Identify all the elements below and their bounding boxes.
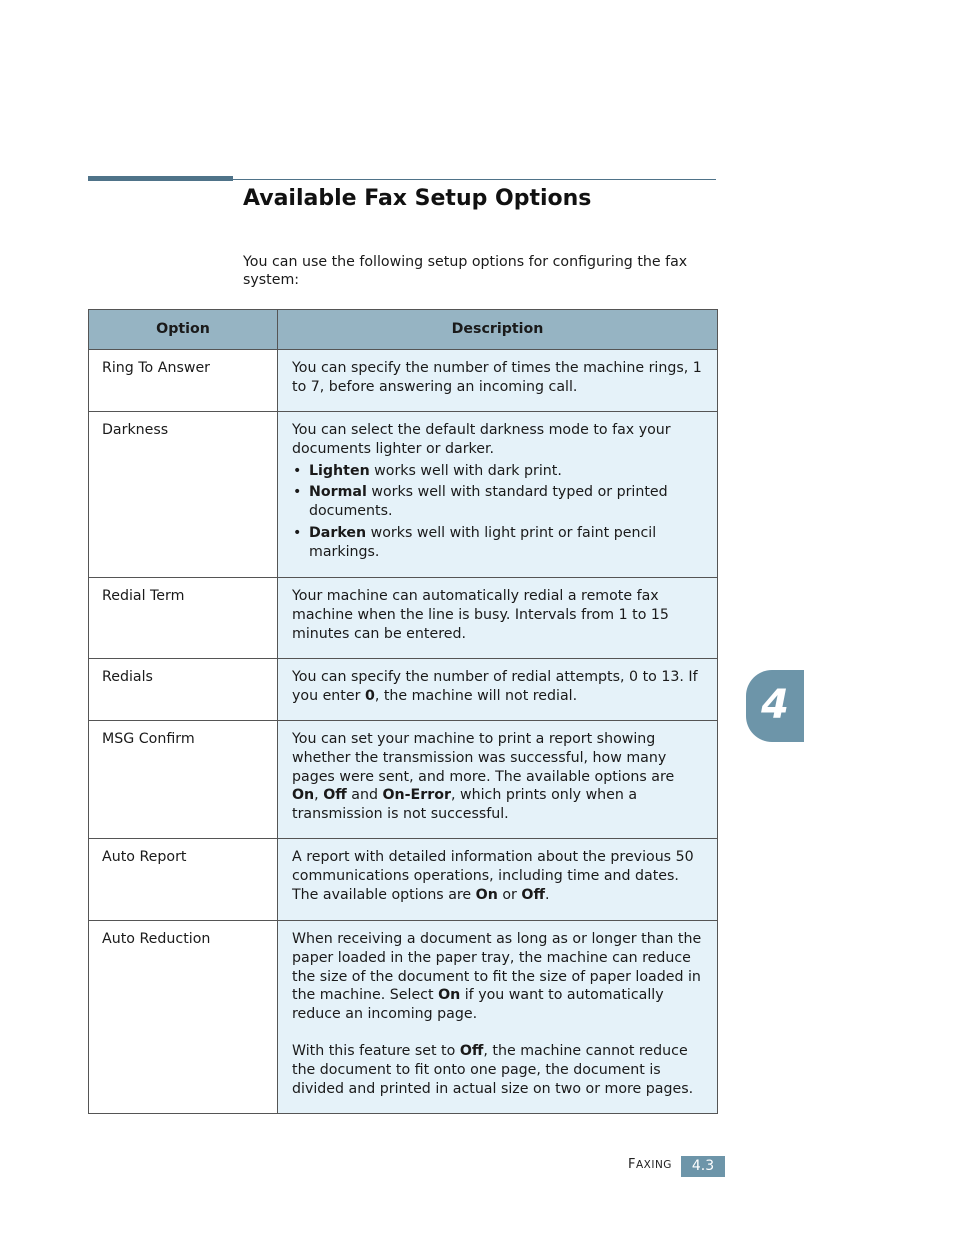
description-text: You can select the default darkness mode to fax your documents lighter or darker. [292,422,671,457]
option-value-desc: works well with dark print. [369,462,562,479]
separator: or [497,886,522,903]
option-name: Redials [89,659,278,721]
option-value-desc: works well with standard typed or printed documents. [309,484,668,520]
option-description [278,839,718,921]
description-paragraph [292,1042,703,1098]
table-header-row [89,310,718,350]
list-item [292,524,703,562]
option-name: Auto Reduction [89,921,278,1114]
option-description: Your machine can automatically redial a remote fax machine when the line is busy. Intervals from 1 to 15 minutes can be entered. [278,578,718,659]
table-row [89,659,718,721]
section-rule-thin [233,179,716,180]
description-text: . [544,886,550,903]
option-description [278,921,718,1114]
description-text: With this feature set to [292,1042,460,1059]
description-text: You can set your machine to print a report showing whether the transmission was successful, how many pages were sent, and more. The available options are [292,731,675,785]
option-value: On-Error [382,787,451,804]
options-table [88,309,718,1114]
option-value-desc: works well with light print or faint pencil markings. [309,524,657,560]
option-value: On [475,886,498,903]
header-description: Description [278,310,718,350]
option-value: Darken [309,524,367,541]
option-value: 0 [364,687,375,704]
option-name: Darkness [89,412,278,578]
page-number: 4.3 [681,1156,725,1177]
list-item [292,462,703,481]
table-row [89,721,718,839]
option-name: MSG Confirm [89,721,278,839]
option-description [278,721,718,839]
footer-section-label [628,1157,672,1172]
list-item [292,483,703,521]
option-value: Off [323,787,347,804]
intro-text: You can use the following setup options for configuring the fax system: [243,254,688,288]
footer-label-initial: F [628,1157,636,1172]
description-text: , which prints only when a transmission is not successful. [292,787,638,823]
description-text: , the machine cannot reduce the document to fit onto one page, the document is divided and printed in actual size on two or more pages. [292,1042,694,1097]
option-name: Redial Term [89,578,278,659]
option-name: Auto Report [89,839,278,921]
option-description [278,659,718,721]
darkness-options-list [292,462,703,562]
page-title: Available Fax Setup Options [243,186,592,211]
option-value: Off [521,886,545,903]
option-value: On [438,987,461,1004]
chapter-number: 4 [761,682,789,728]
separator: and [346,787,383,804]
option-name: Ring To Answer [89,350,278,412]
description-text: When receiving a document as long as or longer than the paper loaded in the paper tray, the machine can reduce the size of the document to fit the size of paper loaded in the machine. Select [292,931,702,1004]
description-text: if you want to automatically reduce an incoming page. [292,987,664,1023]
description-text: A report with detailed information about the previous 50 communications operations, including time and dates. The available options are [292,849,694,903]
footer-label-rest: AXING [635,1159,672,1171]
description-paragraph [292,930,703,1024]
header-option: Option [89,310,278,350]
table-row [89,350,718,412]
table-row [89,412,718,578]
option-description: You can specify the number of times the machine rings, 1 to 7, before answering an incoming call. [278,350,718,412]
table-row [89,578,718,659]
option-value: Normal [309,484,367,501]
table-row [89,921,718,1114]
chapter-tab [746,670,804,742]
table-row [89,839,718,921]
description-text: You can specify the number of redial attempts, 0 to 13. If you enter [292,669,698,704]
description-text: , the machine will not redial. [374,687,578,704]
option-description [278,412,718,578]
option-value: On [292,787,315,804]
separator: , [314,787,324,804]
section-rule-thick [88,176,233,181]
option-value: Lighten [309,462,370,479]
option-value: Off [459,1042,484,1059]
